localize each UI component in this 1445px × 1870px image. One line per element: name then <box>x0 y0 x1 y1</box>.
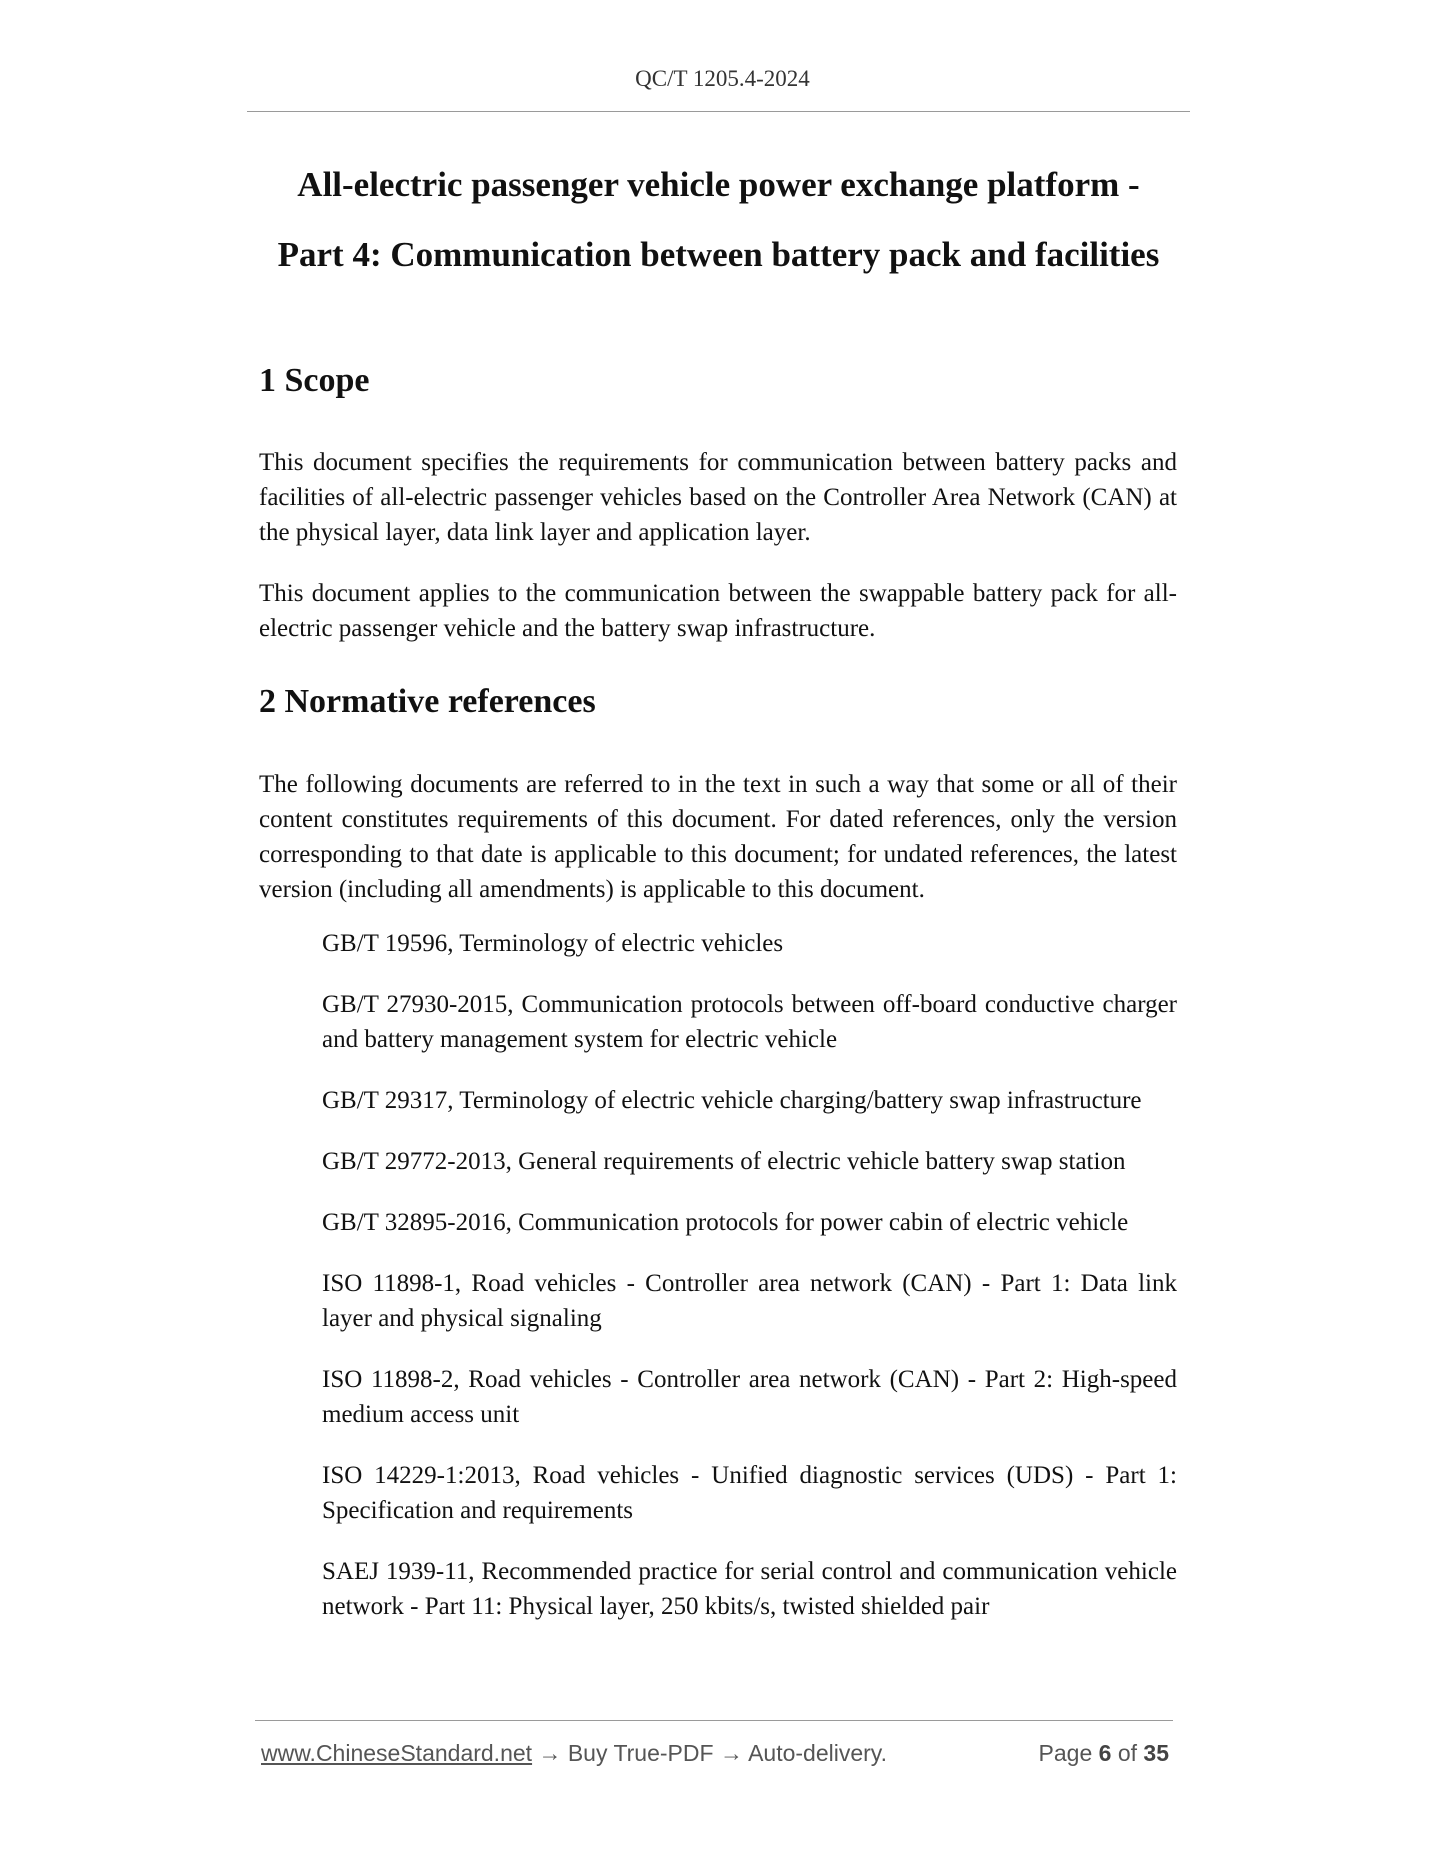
reference-item: GB/T 32895-2016, Communication protocols for power cabin of electric vehicle <box>322 1209 1129 1236</box>
section-heading-scope: 1 Scope <box>259 362 370 399</box>
document-title <box>247 150 1190 290</box>
page-number: Page 6 of 35 <box>1038 1740 1169 1766</box>
arrow-icon: → <box>538 1740 562 1766</box>
document-code: QC/T 1205.4-2024 <box>635 66 810 91</box>
title-line-1: All-electric passenger vehicle power exchange platform - <box>297 165 1140 204</box>
reference-item: GB/T 29772-2013, General requirements of electric vehicle battery swap station <box>322 1148 1126 1175</box>
reference-item: GB/T 27930-2015, Communication protocols between off-board conductive charger and battery management system for electric vehicle <box>322 991 1177 1053</box>
header-divider <box>247 111 1190 112</box>
title-line-2: Part 4: Communication between battery pack and facilities <box>277 235 1160 274</box>
scope-paragraph-1: This document specifies the requirements for communication between battery packs and facilities of all-electric passenger vehicles based on the Controller Area Network (CAN) at the physical layer, data link layer and application layer. <box>259 449 1177 546</box>
arrow-icon: → <box>719 1740 743 1766</box>
reference-item: ISO 14229-1:2013, Road vehicles - Unified diagnostic services (UDS) - Part 1: Specification and requirements <box>322 1462 1177 1524</box>
total-pages: 35 <box>1143 1740 1169 1766</box>
reference-list <box>322 926 1177 1650</box>
normative-intro-paragraph: The following documents are referred to in the text in such a way that some or all of their content constitutes requirements of this document. For dated references, only the version corresponding to that date is applicable to this document; for undated references, the latest version (including all amendments) is applicable to this document. <box>259 771 1177 903</box>
footer-promo <box>261 1740 887 1767</box>
page-footer <box>261 1740 1169 1770</box>
buy-text: Buy True-PDF <box>567 1740 714 1766</box>
reference-item: SAEJ 1939-11, Recommended practice for serial control and communication vehicle network - Part 11: Physical layer, 250 kbits/s, twisted shielded pair <box>322 1558 1177 1620</box>
website-link[interactable]: www.ChineseStandard.net <box>261 1740 533 1766</box>
reference-item: ISO 11898-2, Road vehicles - Controller area network (CAN) - Part 2: High-speed medium access unit <box>322 1366 1177 1428</box>
reference-item: GB/T 19596, Terminology of electric vehicles <box>322 930 784 957</box>
reference-item: GB/T 29317, Terminology of electric vehicle charging/battery swap infrastructure <box>322 1087 1142 1114</box>
reference-item: ISO 11898-1, Road vehicles - Controller area network (CAN) - Part 1: Data link layer and physical signaling <box>322 1270 1177 1332</box>
delivery-text: Auto-delivery. <box>748 1740 887 1766</box>
section-heading-normative-references: 2 Normative references <box>259 683 596 720</box>
current-page: 6 <box>1098 1740 1112 1766</box>
footer-divider <box>255 1720 1173 1721</box>
scope-paragraph-2: This document applies to the communication between the swappable battery pack for all-electric passenger vehicle and the battery swap infrastructure. <box>259 580 1177 642</box>
